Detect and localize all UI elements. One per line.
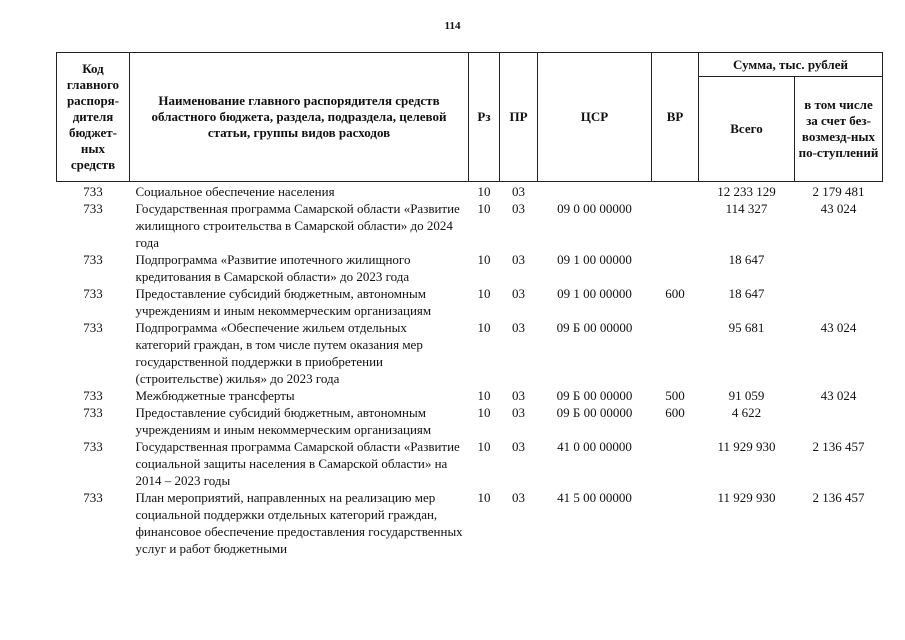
header-sum-group: Сумма, тыс. рублей <box>699 53 883 77</box>
cell-pr: 03 <box>512 388 525 403</box>
cell-incl <box>795 251 883 285</box>
cell-incl: 2 136 457 <box>812 490 865 505</box>
cell-csr: 09 1 00 00000 <box>557 252 632 267</box>
cell-csr <box>538 182 652 201</box>
header-csr: ЦСР <box>538 53 652 182</box>
cell-incl: 2 179 481 <box>812 184 865 199</box>
cell-name: Государственная программа Самарской области «Развитие жилищного строительства в Самарской области» до 2024 года <box>135 201 460 250</box>
cell-rz: 10 <box>477 405 491 420</box>
cell-rz: 10 <box>477 201 491 216</box>
cell-csr: 09 Б 00 00000 <box>556 388 633 403</box>
cell-vr <box>652 438 699 489</box>
cell-total: 18 647 <box>728 252 765 267</box>
cell-pr: 03 <box>512 405 525 420</box>
table-row <box>57 200 883 251</box>
cell-code: 733 <box>83 320 103 335</box>
cell-total: 18 647 <box>728 286 765 301</box>
cell-rz: 10 <box>477 388 491 403</box>
cell-incl <box>795 285 883 319</box>
cell-csr: 41 5 00 00000 <box>557 490 632 505</box>
cell-pr: 03 <box>512 252 525 267</box>
cell-code: 733 <box>83 184 103 199</box>
cell-csr: 09 Б 00 00000 <box>556 405 633 420</box>
cell-total: 95 681 <box>728 320 765 335</box>
header-total: Всего <box>699 77 795 182</box>
cell-rz: 10 <box>477 184 491 199</box>
cell-rz: 10 <box>477 252 491 267</box>
header-pr: ПР <box>500 53 538 182</box>
cell-incl <box>795 404 883 438</box>
cell-total: 11 929 930 <box>717 490 776 505</box>
cell-rz: 10 <box>477 320 491 335</box>
budget-table <box>56 52 883 557</box>
cell-incl: 43 024 <box>820 320 857 335</box>
cell-incl: 43 024 <box>820 388 857 403</box>
cell-name: Предоставление субсидий бюджетным, автономным учреждениям и иным некоммерческим организациям <box>135 286 432 318</box>
cell-name: Подпрограмма «Обеспечение жильем отдельных категорий граждан, в том числе путем оказания мер государственной поддержки в приобретении (строительстве) жилья» до 2023 года <box>135 320 423 386</box>
cell-vr: 600 <box>665 286 685 301</box>
cell-name: План мероприятий, направленных на реализацию мер социальной поддержки отдельных категорий граждан, финансовое обеспечение предоставления государственных услуг и работ бюджетными <box>135 490 463 556</box>
cell-rz: 10 <box>477 286 491 301</box>
cell-vr <box>652 251 699 285</box>
cell-code: 733 <box>83 201 103 216</box>
header-rz: Рз <box>469 53 500 182</box>
cell-vr: 600 <box>665 405 685 420</box>
cell-code: 733 <box>83 286 103 301</box>
cell-pr: 03 <box>512 286 525 301</box>
cell-pr: 03 <box>512 320 525 335</box>
cell-total: 11 929 930 <box>717 439 776 454</box>
cell-incl: 43 024 <box>820 201 857 216</box>
table-header <box>57 53 883 182</box>
cell-total: 4 622 <box>731 405 762 420</box>
table-row <box>57 404 883 438</box>
cell-csr: 09 1 00 00000 <box>557 286 632 301</box>
cell-name: Социальное обеспечение населения <box>135 184 335 199</box>
cell-csr: 09 0 00 00000 <box>557 201 632 216</box>
header-vr: ВР <box>652 53 699 182</box>
table-row <box>57 285 883 319</box>
page-number: 114 <box>444 20 461 32</box>
cell-vr: 500 <box>665 388 685 403</box>
cell-csr: 09 Б 00 00000 <box>556 320 633 335</box>
cell-rz: 10 <box>477 439 491 454</box>
cell-incl: 2 136 457 <box>812 439 865 454</box>
cell-pr: 03 <box>512 439 525 454</box>
table-row <box>57 387 883 404</box>
cell-code: 733 <box>83 388 103 403</box>
cell-code: 733 <box>83 439 103 454</box>
cell-code: 733 <box>83 252 103 267</box>
cell-name: Подпрограмма «Развитие ипотечного жилищного кредитования в Самарской области» до 2023 года <box>135 252 411 284</box>
table-row <box>57 489 883 557</box>
cell-vr <box>652 182 699 201</box>
cell-pr: 03 <box>512 201 525 216</box>
header-code: Код главного распоря-дителя бюджет-ных средств <box>57 53 130 182</box>
cell-name: Государственная программа Самарской области «Развитие социальной защиты населения в Самарской области» на 2014 – 2023 годы <box>135 439 460 488</box>
table-row <box>57 319 883 387</box>
cell-total: 114 327 <box>725 201 768 216</box>
header-incl: в том числе за счет без-возмезд-ных по-ступлений <box>795 77 883 182</box>
cell-csr: 41 0 00 00000 <box>557 439 632 454</box>
cell-name: Межбюджетные трансферты <box>135 388 295 403</box>
header-name: Наименование главного распорядителя средств областного бюджета, раздела, подраздела, целевой статьи, группы видов расходов <box>130 53 469 182</box>
table-row <box>57 251 883 285</box>
cell-total: 12 233 129 <box>717 184 776 199</box>
cell-code: 733 <box>83 490 103 505</box>
cell-code: 733 <box>83 405 103 420</box>
table-body <box>57 182 883 558</box>
cell-pr: 03 <box>512 490 525 505</box>
cell-total: 91 059 <box>728 388 765 403</box>
cell-rz: 10 <box>477 490 491 505</box>
table-row <box>57 182 883 201</box>
cell-vr <box>652 319 699 387</box>
cell-vr <box>652 200 699 251</box>
cell-name: Предоставление субсидий бюджетным, автономным учреждениям и иным некоммерческим организациям <box>135 405 432 437</box>
table-row <box>57 438 883 489</box>
cell-vr <box>652 489 699 557</box>
cell-pr: 03 <box>512 184 525 199</box>
